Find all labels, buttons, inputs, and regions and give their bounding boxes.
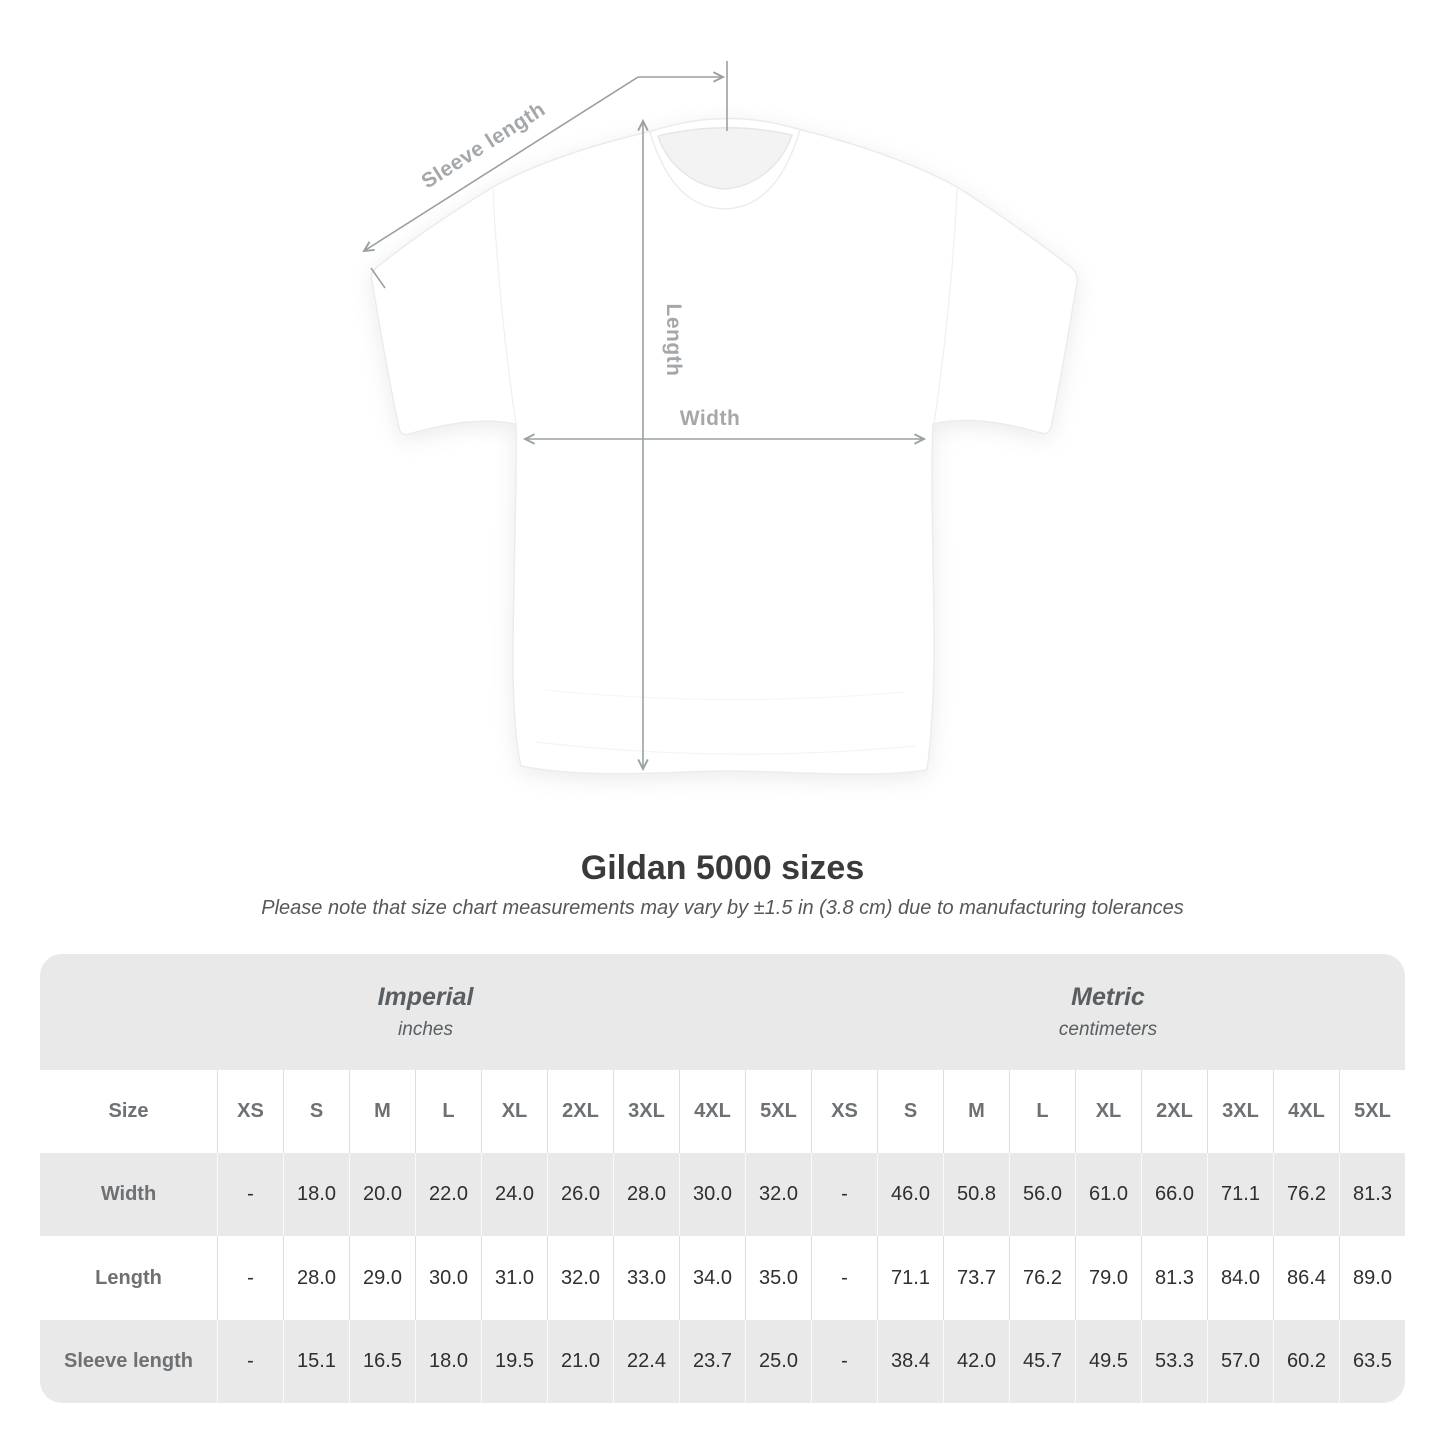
table-cell: 81.3 (1339, 1153, 1405, 1236)
table-cell: 73.7 (943, 1236, 1009, 1320)
table-cell: 84.0 (1207, 1236, 1273, 1320)
metric-unit: centimeters (1058, 1019, 1158, 1040)
table-row (40, 1236, 1405, 1320)
table-cell: 38.4 (877, 1320, 943, 1403)
table-cell: 42.0 (943, 1320, 1009, 1403)
size-header-imperial-l: L (415, 1070, 481, 1153)
size-header-metric-m: M (943, 1070, 1009, 1153)
row-label: Sleeve length (64, 1350, 193, 1372)
table-cell: 28.0 (283, 1236, 349, 1320)
table-cell: 49.5 (1075, 1320, 1141, 1403)
table-cell: - (217, 1153, 283, 1236)
size-header-metric-s: S (877, 1070, 943, 1153)
size-header-imperial-s: S (283, 1070, 349, 1153)
table-cell: - (217, 1236, 283, 1320)
table-cell: 28.0 (613, 1153, 679, 1236)
size-table (40, 954, 1405, 1403)
table-cell: 60.2 (1273, 1320, 1339, 1403)
table-cell: 76.2 (1273, 1153, 1339, 1236)
table-cell: 16.5 (349, 1320, 415, 1403)
table-cell: 76.2 (1009, 1236, 1075, 1320)
table-cell: - (217, 1320, 283, 1403)
table-cell: - (811, 1153, 877, 1236)
table-cell: 30.0 (679, 1153, 745, 1236)
table-cell: 63.5 (1339, 1320, 1405, 1403)
metric-title: Metric (1071, 983, 1145, 1011)
table-cell: 61.0 (1075, 1153, 1141, 1236)
table-cell: 32.0 (745, 1153, 811, 1236)
table-cell: 22.0 (415, 1153, 481, 1236)
table-cell: 18.0 (283, 1153, 349, 1236)
size-header-imperial-4xl: 4XL (679, 1070, 745, 1153)
table-cell: 21.0 (547, 1320, 613, 1403)
unit-header-band (40, 954, 1405, 1070)
table-row (40, 1320, 1405, 1403)
table-cell: 79.0 (1075, 1236, 1141, 1320)
size-header-imperial-m: M (349, 1070, 415, 1153)
length-label: Length (662, 303, 685, 377)
table-cell: 23.7 (679, 1320, 745, 1403)
table-cell: 24.0 (481, 1153, 547, 1236)
size-header-metric-xs: XS (811, 1070, 877, 1153)
table-cell: 34.0 (679, 1236, 745, 1320)
table-cell: 53.3 (1141, 1320, 1207, 1403)
size-header-row (40, 1070, 1405, 1153)
table-cell: 31.0 (481, 1236, 547, 1320)
size-header-metric-4xl: 4XL (1273, 1070, 1339, 1153)
table-cell: 86.4 (1273, 1236, 1339, 1320)
table-cell: 15.1 (283, 1320, 349, 1403)
size-header-imperial-2xl: 2XL (547, 1070, 613, 1153)
table-cell: 66.0 (1141, 1153, 1207, 1236)
tshirt-graphic (371, 118, 1077, 774)
size-header-metric-5xl: 5XL (1339, 1070, 1405, 1153)
table-cell: 56.0 (1009, 1153, 1075, 1236)
table-cell: 57.0 (1207, 1320, 1273, 1403)
table-cell: - (811, 1236, 877, 1320)
size-header-metric-3xl: 3XL (1207, 1070, 1273, 1153)
size-header-metric-l: L (1009, 1070, 1075, 1153)
table-cell: 35.0 (745, 1236, 811, 1320)
table-cell: 25.0 (745, 1320, 811, 1403)
table-cell: 33.0 (613, 1236, 679, 1320)
table-cell: 89.0 (1339, 1236, 1405, 1320)
sleeve-length-label: Sleeve length (417, 97, 550, 194)
table-cell: 19.5 (481, 1320, 547, 1403)
row-label: Width (100, 1183, 157, 1205)
unit-header-metric (811, 954, 1405, 1070)
size-header-imperial-3xl: 3XL (613, 1070, 679, 1153)
table-cell: 81.3 (1141, 1236, 1207, 1320)
table-cell: 26.0 (547, 1153, 613, 1236)
table-cell: 46.0 (877, 1153, 943, 1236)
table-row (40, 1153, 1405, 1236)
table-cell: 29.0 (349, 1236, 415, 1320)
page-title: Gildan 5000 sizes (580, 849, 865, 887)
imperial-title: Imperial (377, 983, 474, 1011)
unit-header-imperial (40, 954, 811, 1070)
table-cell: 20.0 (349, 1153, 415, 1236)
table-cell: 18.0 (415, 1320, 481, 1403)
imperial-unit: inches (398, 1019, 453, 1040)
size-header-imperial-xs: XS (217, 1070, 283, 1153)
size-header-metric-xl: XL (1075, 1070, 1141, 1153)
table-cell: 30.0 (415, 1236, 481, 1320)
table-cell: 45.7 (1009, 1320, 1075, 1403)
size-header-imperial-5xl: 5XL (745, 1070, 811, 1153)
size-header-imperial-xl: XL (481, 1070, 547, 1153)
table-cell: 32.0 (547, 1236, 613, 1320)
page-subtitle: Please note that size chart measurements may vary by ±1.5 in (3.8 cm) due to manufacturing tolerances (261, 897, 1184, 919)
measurement-rows (40, 1153, 1405, 1403)
table-cell: 22.4 (613, 1320, 679, 1403)
table-cell: 71.1 (877, 1236, 943, 1320)
width-label: Width (679, 407, 741, 430)
table-cell: - (811, 1320, 877, 1403)
size-header-metric-2xl: 2XL (1141, 1070, 1207, 1153)
table-cell: 71.1 (1207, 1153, 1273, 1236)
row-label: Length (95, 1266, 162, 1289)
table-cell: 50.8 (943, 1153, 1009, 1236)
size-column-header: Size (108, 1100, 149, 1122)
